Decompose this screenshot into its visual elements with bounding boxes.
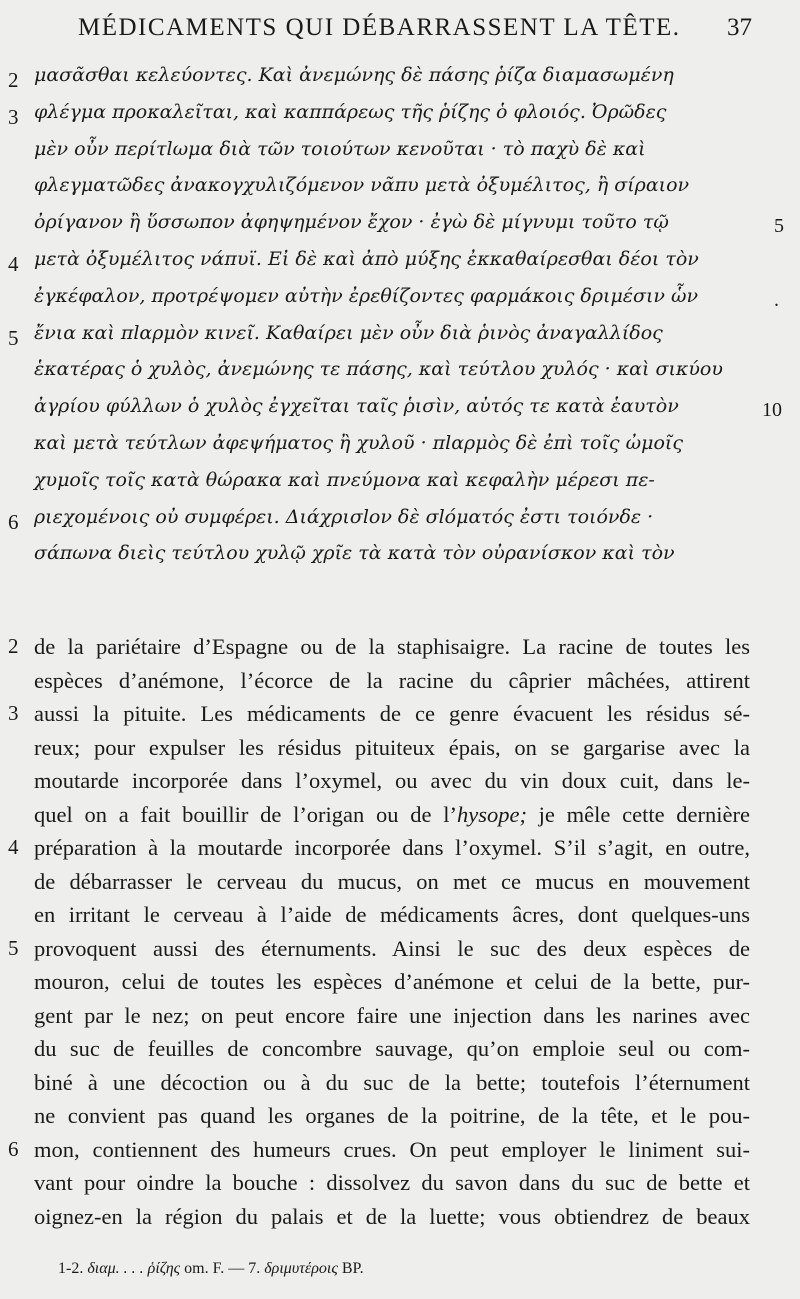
french-line-text: aussi la pituite. Les médicaments de ce genre évacuent les résidus sé- xyxy=(34,701,750,726)
french-line-text: de débarrasser le cerveau du mucus, on met ce mucus en mouvement xyxy=(34,868,750,894)
footnote-sigla: BP. xyxy=(337,1260,364,1277)
line-number: 5 xyxy=(8,935,19,960)
french-line-text: oignez-en la région du palais et de la luette; vous obtiendrez de beaux xyxy=(34,1203,750,1229)
margin-line-number: 10 xyxy=(762,399,782,422)
greek-line xyxy=(0,64,800,98)
french-line xyxy=(0,1137,800,1167)
french-line xyxy=(0,835,800,865)
running-title: MÉDICAMENTS QUI DÉBARRASSENT LA TÊTE. xyxy=(78,14,681,41)
greek-line xyxy=(0,358,800,392)
french-line-text: moutarde incorporée dans l’oxymel, ou avec du vin doux cuit, dans le- xyxy=(34,768,750,793)
margin-line-number: 5 xyxy=(774,215,784,238)
french-line-text: gent par le nez; on peut encore faire une injection dans les narines avec xyxy=(34,1002,750,1028)
greek-line-text: μασᾶσθαι κελεύοντες. Καὶ ἀνεμώνης δὲ πάσης ῥίζα διαμασωμένη xyxy=(34,64,674,86)
french-line xyxy=(0,936,800,966)
greek-line-text: χυμοῖς τοῖς κατὰ θώρακα καὶ πνεύμονα καὶ κεφαλὴν μέρεσι πε- xyxy=(34,468,655,491)
line-number: 4 xyxy=(8,252,19,276)
greek-line-text: ριεχομένοις οὐ συμφέρει. Διάχρισlον δὲ σlόματός ἐστι τοιόνδε · xyxy=(34,505,654,528)
line-number: 2 xyxy=(8,68,19,92)
greek-line xyxy=(0,174,800,208)
page-number: 37 xyxy=(727,14,752,41)
french-line xyxy=(0,1170,800,1200)
french-line-text: mouron, celui de toutes les espèces d’anémone et celui de la bette, pur- xyxy=(34,969,750,994)
french-line xyxy=(0,1036,800,1066)
line-number: 4 xyxy=(8,835,19,859)
french-line xyxy=(0,902,800,932)
greek-line-text: μὲν οὖν περίτlωμα διὰ τῶν τοιούτων κενοῦται · τὸ παχὺ δὲ καὶ xyxy=(34,137,646,160)
greek-line-text: ἔνια καὶ πlαρμὸν κινεῖ. Καθαίρει μὲν οὖν διὰ ῥινὸς ἀναγαλλίδος xyxy=(34,321,663,344)
french-line xyxy=(0,768,800,798)
greek-line-text: μετὰ ὀξυμέλιτος νάπυϊ. Εἰ δὲ καὶ ἀπὸ μύξης ἐκκαθαίρεσθαι δέοι τὸν xyxy=(34,248,699,270)
line-number: 2 xyxy=(8,634,19,658)
greek-line xyxy=(0,432,800,466)
french-line-text: espèces d’anémone, l’écorce de la racine du câprier mâchées, attirent xyxy=(34,667,750,693)
greek-line-text: ἐγκέφαλον, προτρέψομεν αὐτὴν ἐρεθίζοντες φαρμάκοις δριμέσιν ὧν xyxy=(34,284,699,307)
footnote-greek-1: διαμ. . . . ῥίζης xyxy=(87,1260,181,1277)
greek-line xyxy=(0,542,800,576)
greek-line xyxy=(0,285,800,319)
french-line xyxy=(0,1204,800,1234)
french-line-text: reux; pour expulser les résidus pituiteux épais, on se gargarise avec la xyxy=(34,734,750,760)
greek-line-text: ὀρίγανον ἢ ὕσσωπον ἀφηψημένον ἔχον · ἐγὼ δὲ μίγνυμι τοῦτο τῷ xyxy=(34,211,669,234)
greek-line-text: καὶ μετὰ τεύτλων ἀφεψήματος ἢ χυλοῦ · πlαρμὸς δὲ ἐπὶ τοῖς ὠμοῖς xyxy=(34,432,683,454)
line-segment: quel on a fait bouillir de l’origan ou de l’ xyxy=(34,801,457,827)
french-line-text: ne convient pas quand les organes de la poitrine, de la tête, et le pou- xyxy=(34,1103,750,1128)
french-line xyxy=(0,1103,800,1133)
french-line-text: de la pariétaire d’Espagne ou de la staphisaigre. La racine de toutes les xyxy=(34,634,750,659)
italic-term: hysope; xyxy=(456,801,527,827)
footnote-ref: 1-2. xyxy=(58,1260,88,1277)
line-number: 3 xyxy=(8,701,19,725)
french-line-text: du suc de feuilles de concombre sauvage, qu’on emploie seul ou com- xyxy=(34,1036,750,1061)
greek-line-text: ἑκατέρας ὁ χυλὸς, ἀνεμώνης τε πάσης, καὶ τεύτλου χυλός · καὶ σικύου xyxy=(34,358,723,381)
greek-line xyxy=(0,138,800,172)
line-number: 6 xyxy=(8,1136,19,1161)
greek-line xyxy=(0,322,800,356)
greek-line-text: φλέγμα προκαλεῖται, καὶ καππάρεως τῆς ῥίζης ὁ φλοιός. Ὀρῶδες xyxy=(34,100,667,123)
line-number: 6 xyxy=(8,509,19,534)
french-line xyxy=(0,969,800,999)
french-line xyxy=(0,1070,800,1100)
french-line-text: mon, contiennent des humeurs crues. On peut employer le liniment sui- xyxy=(34,1136,750,1162)
french-line-text xyxy=(34,802,750,828)
french-line-text: provoquent aussi des éternuments. Ainsi le suc des deux espèces de xyxy=(34,935,750,961)
line-number: 3 xyxy=(8,104,19,129)
footnote-greek-2: δριμυτέροις xyxy=(264,1260,338,1277)
greek-line xyxy=(0,469,800,503)
french-line xyxy=(0,634,800,664)
margin-line-number: . xyxy=(774,288,779,311)
greek-line-text: ἀγρίου φύλλων ὁ χυλὸς ἐγχεῖται ταῖς ῥισὶν, αὐτός τε κατὰ ἑαυτὸν xyxy=(34,395,679,418)
french-line-text: vant pour oindre la bouche : dissolvez du savon dans du suc de bette et xyxy=(34,1170,750,1195)
french-line xyxy=(0,869,800,899)
greek-line xyxy=(0,248,800,282)
line-segment: je mêle cette dernière xyxy=(526,801,750,827)
french-line-text: préparation à la moutarde incorporée dans l’oxymel. S’il s’agit, en outre, xyxy=(34,835,750,860)
line-number: 5 xyxy=(8,325,19,350)
running-header xyxy=(78,14,752,42)
footnote xyxy=(58,1260,364,1278)
french-line xyxy=(0,735,800,765)
french-line xyxy=(0,1003,800,1033)
greek-line xyxy=(0,101,800,135)
greek-line-text: σάπωνα διεὶς τεύτλου χυλῷ χρῖε τὰ κατὰ τὸν οὐρανίσκον καὶ τὸν xyxy=(34,542,675,565)
french-line-text: en irritant le cerveau à l’aide de médicaments âcres, dont quelques-uns xyxy=(34,902,750,927)
greek-line xyxy=(0,211,800,245)
footnote-text: om. F. — 7. xyxy=(180,1260,265,1277)
greek-line-text: φλεγματῶδες ἀνακογχυλιζόμενον νᾶπυ μετὰ ὀξυμέλιτος, ἢ σίραιον xyxy=(34,174,690,197)
french-line xyxy=(0,802,800,832)
french-line xyxy=(0,701,800,731)
french-line-text: biné à une décoction ou à du suc de la bette; toutefois l’éternument xyxy=(34,1069,750,1095)
french-line xyxy=(0,668,800,698)
greek-line xyxy=(0,395,800,429)
greek-line xyxy=(0,506,800,540)
